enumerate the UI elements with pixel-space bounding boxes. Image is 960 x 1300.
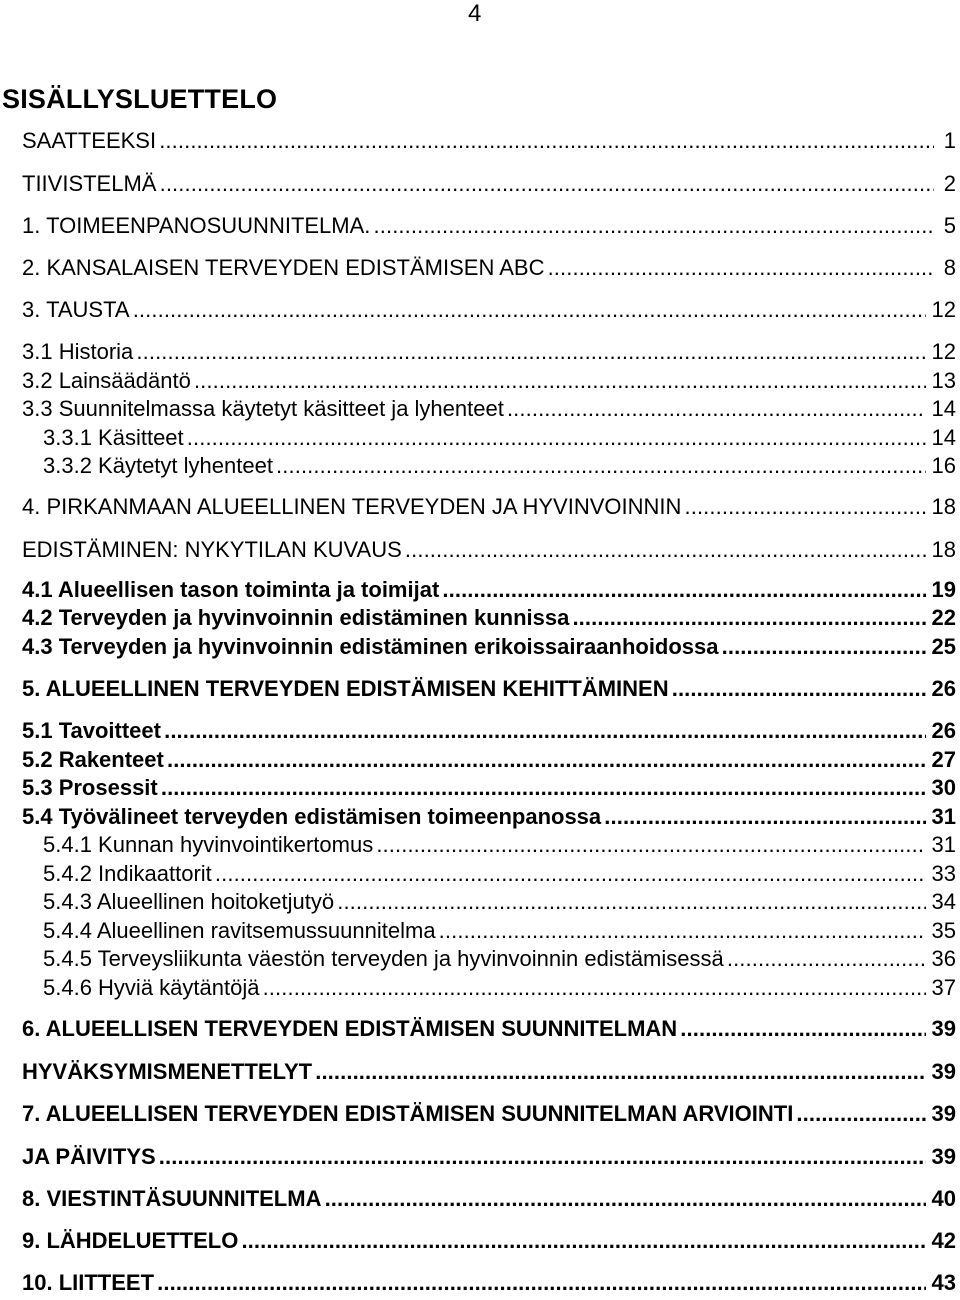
toc-entry-1[interactable] xyxy=(0,213,960,243)
toc-entry-3-3-2[interactable] xyxy=(0,453,960,483)
toc-entry-tiivistelma[interactable] xyxy=(0,171,960,201)
toc-entry-label: EDISTÄMINEN: NYKYTILAN KUVAUS . . . xyxy=(22,537,926,563)
toc-entry-label: 1. TOIMEENPANOSUUNNITELMA. . . . xyxy=(22,213,934,239)
toc-entry-label: 3.3.2 Käytetyt lyhenteet . . . xyxy=(43,453,926,479)
toc-entry-label: 5.4 Työvälineet terveyden edistämisen toimeenpanossa . . . xyxy=(22,804,926,830)
toc-entry-page: 22 xyxy=(931,605,956,630)
toc-entry-label: 5.4.6 Hyviä käytäntöjä . . . xyxy=(43,975,926,1001)
toc-entry-page: 12 xyxy=(931,339,956,364)
toc-entry-page: 36 xyxy=(931,946,956,971)
toc-entry-label: HYVÄKSYMISMENETTELYT . . . xyxy=(22,1059,926,1085)
toc-entry-label: 9. LÄHDELUETTELO . . . xyxy=(22,1228,926,1254)
toc-entry-page: 42 xyxy=(931,1228,956,1253)
toc-entry-page: 16 xyxy=(931,453,956,478)
toc-entry-10[interactable] xyxy=(0,1270,960,1300)
toc-entry-7-cont[interactable] xyxy=(0,1144,960,1174)
toc-entry-page: 2 xyxy=(943,171,956,196)
toc-entry-5-4-5[interactable] xyxy=(0,946,960,976)
toc-entry-label: 5.4.3 Alueellinen hoitoketjutyö . . . xyxy=(43,889,926,915)
toc-entry-page: 30 xyxy=(931,775,956,800)
toc-entry-label: 8. VIESTINTÄSUUNNITELMA . . . xyxy=(22,1186,926,1212)
toc-entry-label: 3.2 Lainsäädäntö . . . xyxy=(22,368,926,394)
toc-entry-label: 4.1 Alueellisen tason toiminta ja toimijat . . . xyxy=(22,577,926,603)
toc-entry-page: 27 xyxy=(931,747,956,772)
toc-entry-page: 14 xyxy=(931,396,956,421)
toc-entry-label: 5.4.2 Indikaattorit . . . xyxy=(43,861,926,887)
toc-entry-label: 10. LIITTEET . . . xyxy=(22,1270,926,1296)
toc-entry-4-2[interactable] xyxy=(0,605,960,635)
toc-entry-5-4-4[interactable] xyxy=(0,918,960,948)
toc-entry-6-cont[interactable] xyxy=(0,1059,960,1089)
toc-entry-2[interactable] xyxy=(0,255,960,285)
toc-entry-5-4[interactable] xyxy=(0,804,960,834)
toc-entry-5-4-3[interactable] xyxy=(0,889,960,919)
toc-entry-page: 39 xyxy=(931,1101,956,1126)
toc-entry-page: 18 xyxy=(931,494,956,519)
toc-entry-label: 4.2 Terveyden ja hyvinvoinnin edistäminen kunnissa . . . xyxy=(22,605,926,631)
toc-entry-page: 39 xyxy=(931,1016,956,1041)
toc-entry-5-4-1[interactable] xyxy=(0,832,960,862)
toc-entry-page: 31 xyxy=(931,804,956,829)
toc-entry-page: 33 xyxy=(931,861,956,886)
toc-entry-label: JA PÄIVITYS . . . xyxy=(22,1144,926,1170)
toc-entry-3[interactable] xyxy=(0,297,960,327)
toc-entry-label: 5.1 Tavoitteet . . . xyxy=(22,718,926,744)
toc-entry-page: 40 xyxy=(931,1186,956,1211)
toc-entry-label: 2. KANSALAISEN TERVEYDEN EDISTÄMISEN ABC . . . xyxy=(22,255,934,281)
toc-entry-label: 6. ALUEELLISEN TERVEYDEN EDISTÄMISEN SUUNNITELMAN . . . xyxy=(22,1016,926,1042)
toc-entry-page: 14 xyxy=(931,425,956,450)
toc-entry-saatteeksi[interactable] xyxy=(0,128,960,158)
toc-entry-label: 3. TAUSTA . . . xyxy=(22,297,926,323)
toc-entry-5-4-2[interactable] xyxy=(0,861,960,891)
toc-entry-label: 5.4.1 Kunnan hyvinvointikertomus . . . xyxy=(43,832,926,858)
toc-entry-5-2[interactable] xyxy=(0,747,960,777)
toc-entry-page: 13 xyxy=(931,368,956,393)
toc-entry-label: SAATTEEKSI . . . xyxy=(22,128,934,154)
toc-entry-label: 3.1 Historia . . . xyxy=(22,339,926,365)
toc-entry-3-1[interactable] xyxy=(0,339,960,369)
toc-entry-page: 5 xyxy=(943,213,956,238)
toc-entry-label: 5.4.4 Alueellinen ravitsemussuunnitelma . . . xyxy=(43,918,926,944)
toc-entry-page: 31 xyxy=(931,832,956,857)
toc-title: SISÄLLYSLUETTELO xyxy=(2,84,278,114)
toc-entry-4-cont[interactable] xyxy=(0,537,960,567)
toc-entry-label: 3.3.1 Käsitteet . . . xyxy=(43,425,926,451)
toc-entry-label: 4. PIRKANMAAN ALUEELLINEN TERVEYDEN JA HYVINVOINNIN . . . xyxy=(22,494,926,520)
toc-entry-page: 39 xyxy=(931,1144,956,1169)
toc-entry-label: 4.3 Terveyden ja hyvinvoinnin edistäminen erikoissairaanhoidossa . . . xyxy=(22,634,926,660)
toc-entry-5-3[interactable] xyxy=(0,775,960,805)
toc-entry-3-2[interactable] xyxy=(0,368,960,398)
toc-entry-3-3[interactable] xyxy=(0,396,960,426)
toc-entry-4-1[interactable] xyxy=(0,577,960,607)
toc-entry-5-1[interactable] xyxy=(0,718,960,748)
toc-entry-4[interactable] xyxy=(0,494,960,524)
toc-entry-page: 43 xyxy=(931,1270,956,1295)
toc-entry-9[interactable] xyxy=(0,1228,960,1258)
toc-entry-page: 18 xyxy=(931,537,956,562)
toc-entry-page: 26 xyxy=(931,676,956,701)
toc-entry-page: 1 xyxy=(943,128,956,153)
toc-entry-page: 8 xyxy=(943,255,956,280)
toc-entry-page: 25 xyxy=(931,634,956,659)
toc-entry-7[interactable] xyxy=(0,1101,960,1131)
toc-entry-page: 37 xyxy=(931,975,956,1000)
toc-entry-page: 39 xyxy=(931,1059,956,1084)
toc-entry-3-3-1[interactable] xyxy=(0,425,960,455)
toc-entry-page: 26 xyxy=(931,718,956,743)
toc-entry-page: 35 xyxy=(931,918,956,943)
toc-entry-label: 5.4.5 Terveysliikunta väestön terveyden ja hyvinvoinnin edistämisessä . . . xyxy=(43,946,926,972)
toc-entry-5[interactable] xyxy=(0,676,960,706)
toc-entry-label: 5. ALUEELLINEN TERVEYDEN EDISTÄMISEN KEHITTÄMINEN . . . xyxy=(22,676,926,702)
page-number: 4 xyxy=(468,0,482,27)
toc-entry-label: 3.3 Suunnitelmassa käytetyt käsitteet ja lyhenteet . . . xyxy=(22,396,926,422)
toc-entry-6[interactable] xyxy=(0,1016,960,1046)
toc-entry-label: TIIVISTELMÄ . . . xyxy=(22,171,934,197)
toc-entry-page: 34 xyxy=(931,889,956,914)
toc-entry-label: 5.2 Rakenteet . . . xyxy=(22,747,926,773)
toc-entry-4-3[interactable] xyxy=(0,634,960,664)
toc-entry-8[interactable] xyxy=(0,1186,960,1216)
toc-entry-page: 12 xyxy=(931,297,956,322)
toc-entry-page: 19 xyxy=(931,577,956,602)
toc-entry-label: 5.3 Prosessit . . . xyxy=(22,775,926,801)
toc-entry-label: 7. ALUEELLISEN TERVEYDEN EDISTÄMISEN SUUNNITELMAN ARVIOINTI . . . xyxy=(22,1101,926,1127)
toc-entry-5-4-6[interactable] xyxy=(0,975,960,1005)
